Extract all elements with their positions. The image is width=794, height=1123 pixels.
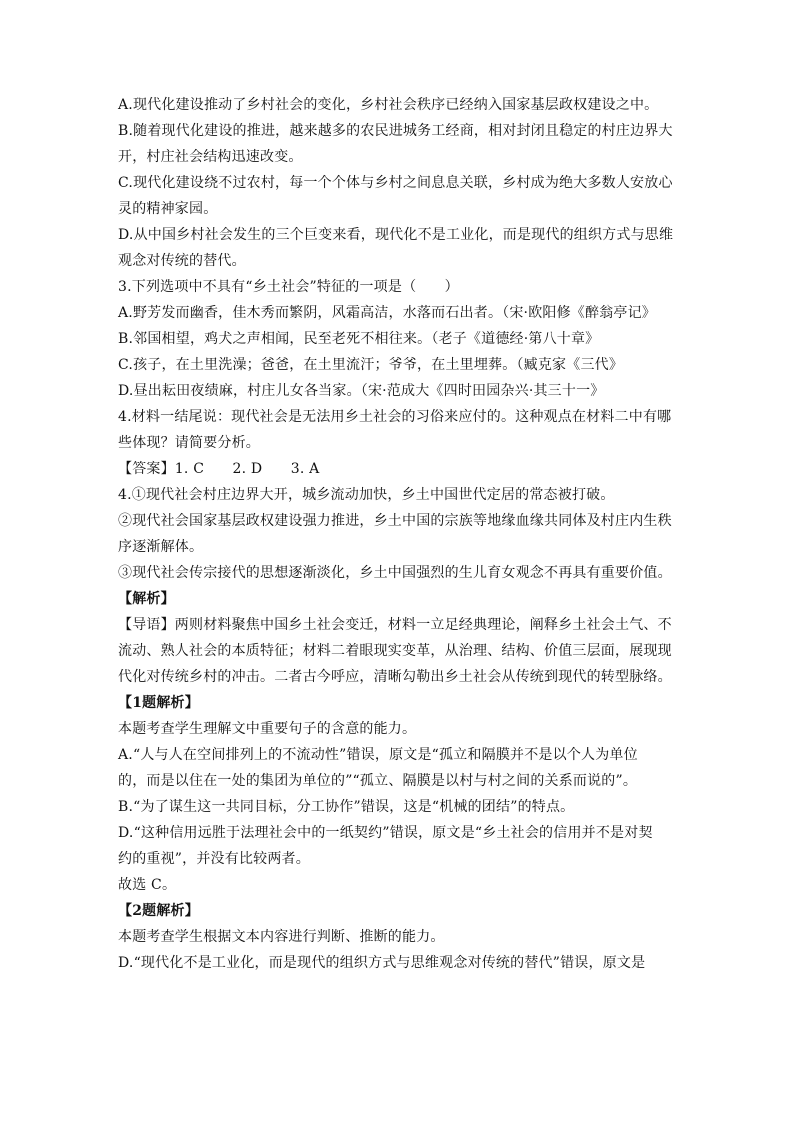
option-b-line-1: B.随着现代化建设的推进，越来越多的农民进城务工经商，相对封闭且稳定的村庄边界大 [118,123,673,139]
option-c-line-1: C.现代化建设绕不过农村，每一个个体与乡村之间息息关联，乡村成为绝大多数人安放心 [118,175,673,191]
analysis-heading: 【解析】 [118,591,175,607]
q2-analysis-intro: 本题考查学生根据文本内容进行判断、推断的能力。 [118,929,445,945]
q2-analysis-heading: 【2题解析】 [118,903,199,919]
q3-option-b: B.邻国相望，鸡犬之声相闻，民至老死不相往来。（老子《道德经·第八十章》 [118,331,600,347]
option-c-line-2: 灵的精神家园。 [118,201,218,217]
q2-analysis-d: D.“现代化不是工业化，而是现代的组织方式与思维观念对传统的替代”错误，原文是 [118,955,646,971]
option-b-line-2: 开，村庄社会结构迅速改变。 [118,149,303,165]
q3-option-d: D.昼出耘田夜绩麻，村庄儿女各当家。（宋·范成大《四时田园杂兴·其三十一》 [118,383,605,399]
q1-analysis-a-line-1: A.“人与人在空间排列上的不流动性”错误，原文是“孤立和隔膜并不是以个人为单位 [118,747,638,763]
answer-4-point-3: ③现代社会传宗接代的思想逐渐淡化，乡土中国强烈的生儿育女观念不再具有重要价值。 [118,565,672,581]
document-page [118,92,678,976]
option-a-line: A.现代化建设推动了乡村社会的变化，乡村社会秩序已经纳入国家基层政权建设之中。 [118,97,659,113]
intro-line-1: 【导语】两则材料聚焦中国乡土社会变迁，材料一立足经典理论，阐释乡土社会土气、不 [118,617,672,633]
option-d-line-2: 观念对传统的替代。 [118,253,246,269]
q3-option-a: A.野芳发而幽香，佳木秀而繁阴，风霜高洁，水落而石出者。（宋·欧阳修《醉翁亭记》 [118,305,657,321]
answer-line: 【答案】1. C 2. D 3. A [118,461,320,477]
answer-4-point-2-line-2: 序逐渐解体。 [118,539,204,555]
answer-4-point-1: 4.①现代社会村庄边界大开，城乡流动加快，乡土中国世代定居的常态被打破。 [118,487,615,503]
q1-analysis-d-line-2: 约的重视”，并没有比较两者。 [118,851,310,867]
q1-analysis-a-line-2: 的，而是以住在一处的集团为单位的”“孤立、隔膜是以村与村之间的关系而说的”。 [118,773,638,789]
q1-analysis-intro: 本题考查学生理解文中重要句子的含意的能力。 [118,721,417,737]
q3-option-c: C.孩子，在土里洗澡；爸爸，在土里流汗；爷爷，在土里埋葬。（臧克家《三代》 [118,357,624,373]
q1-analysis-heading: 【1题解析】 [118,695,199,711]
q1-analysis-b: B.“为了谋生这一共同目标，分工协作”错误，这是“机械的团结”的特点。 [118,799,575,815]
q1-analysis-d-line-1: D.“这种信用远胜于法理社会中的一纸契约”错误，原文是“乡土社会的信用并不是对契 [118,825,653,841]
q1-choice: 故选 C。 [118,877,177,893]
answer-4-point-2-line-1: ②现代社会国家基层政权建设强力推进，乡土中国的宗族等地缘血缘共同体及村庄内生秩 [118,513,672,529]
question-3: 3.下列选项中不具有“乡土社会”特征的一项是（ ） [118,279,459,295]
intro-line-3: 代化对传统乡村的冲击。二者古今呼应，清晰勾勒出乡土社会从传统到现代的转型脉络。 [118,669,672,685]
option-d-line-1: D.从中国乡村社会发生的三个巨变来看，现代化不是工业化，而是现代的组织方式与思维 [118,227,674,243]
intro-line-2: 流动、熟人社会的本质特征；材料二着眼现实变革，从治理、结构、价值三层面，展现现 [118,643,672,659]
question-4-line-2: 些体现？请简要分析。 [118,435,260,451]
question-4-line-1: 4.材料一结尾说：现代社会是无法用乡土社会的习俗来应付的。这种观点在材料二中有哪 [118,409,672,425]
